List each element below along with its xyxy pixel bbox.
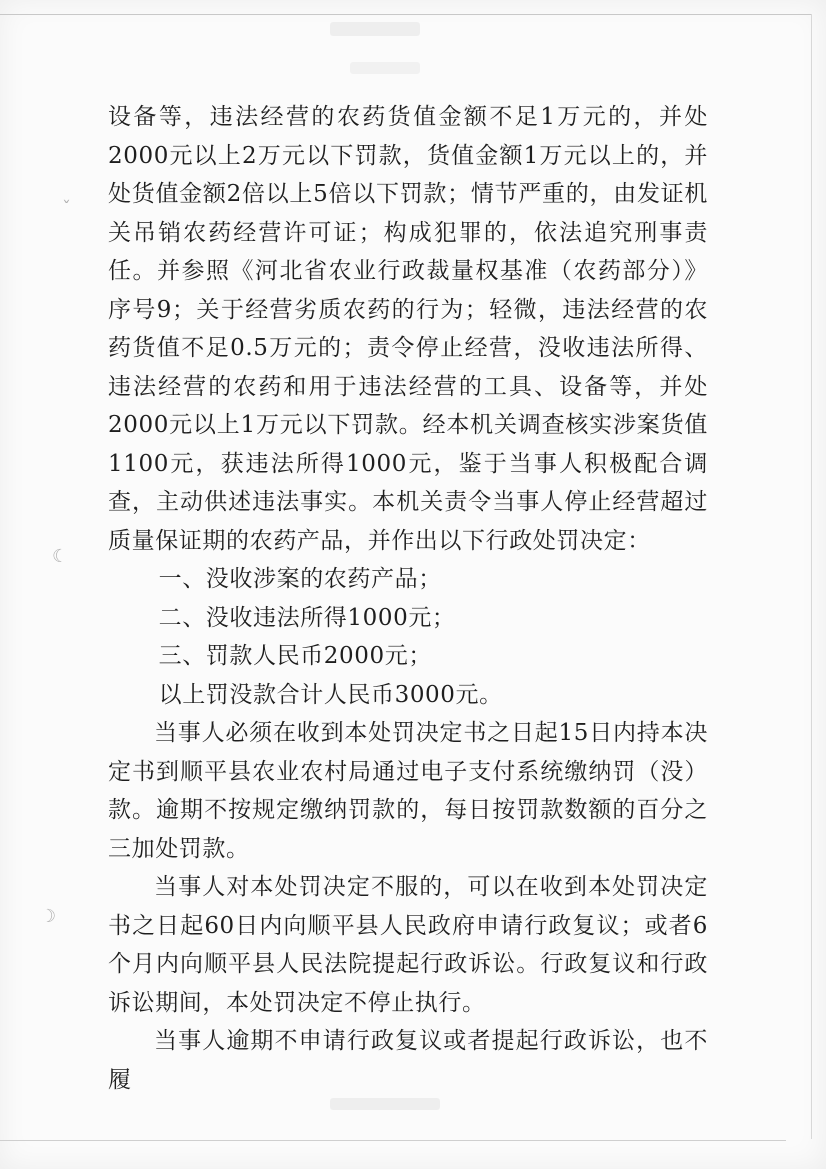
bleed-through-top-2 bbox=[350, 62, 420, 74]
scan-edge-right bbox=[811, 14, 812, 1139]
scan-edge-bottom bbox=[0, 1140, 786, 1141]
document-body bbox=[108, 98, 708, 1099]
decision-item-3: 三、罚款人民币2000元； bbox=[158, 643, 432, 669]
bleed-through-bottom bbox=[330, 1098, 440, 1110]
scan-edge-top bbox=[0, 14, 812, 15]
paragraph-4: 当事人逾期不申请行政复议或者提起行政诉讼，也不履 bbox=[108, 1028, 708, 1093]
paragraph-2: 当事人必须在收到本处罚决定书之日起15日内持本决定书到顺平县农业农村局通过电子支付系统缴纳罚（没）款。逾期不按规定缴纳罚款的，每日按罚款数额的百分之三加处罚款。 bbox=[108, 720, 708, 862]
margin-mark-2: ☾ bbox=[52, 546, 69, 567]
bleed-through-top bbox=[330, 22, 420, 36]
decision-item-1: 一、没收涉案的农药产品； bbox=[158, 566, 442, 592]
decision-item-2: 二、没收违法所得1000元； bbox=[158, 604, 456, 631]
paragraph-1: 设备等，违法经营的农药货值金额不足1万元的，并处2000元以上2万元以下罚款，货值金额1万元以上的，并处货值金额2倍以上5倍以下罚款；情节严重的，由发证机关吊销农药经营许可证；构成犯罪的，依法追究刑事责任。并参照《河北省农业行政裁量权基准（农药部分）》序号9；关于经营劣质农药的行为；轻微，违法经营的农药货值不足0.5万元的；责令停止经营，没收违法所得、违法经营的农药和用于违法经营的工具、设备等，并处2000元以上1万元以下罚款。经本机关调查核实涉案货值1100元，获违法所得1000元，鉴于当事人积极配合调查，主动供述违法事实。本机关责令当事人停止经营超过质量保证期的农药产品，并作出以下行政处罚决定： bbox=[108, 104, 708, 554]
margin-mark-1: ˇ bbox=[62, 198, 71, 219]
margin-mark-3: ☽ bbox=[40, 906, 57, 927]
paragraph-3: 当事人对本处罚决定不服的，可以在收到本处罚决定书之日起60日内向顺平县人民政府申请行政复议；或者6个月内向顺平县人民法院提起行政诉讼。行政复议和行政诉讼期间，本处罚决定不停止执行。 bbox=[108, 874, 708, 1016]
decision-total: 以上罚没款合计人民币3000元。 bbox=[158, 681, 503, 708]
